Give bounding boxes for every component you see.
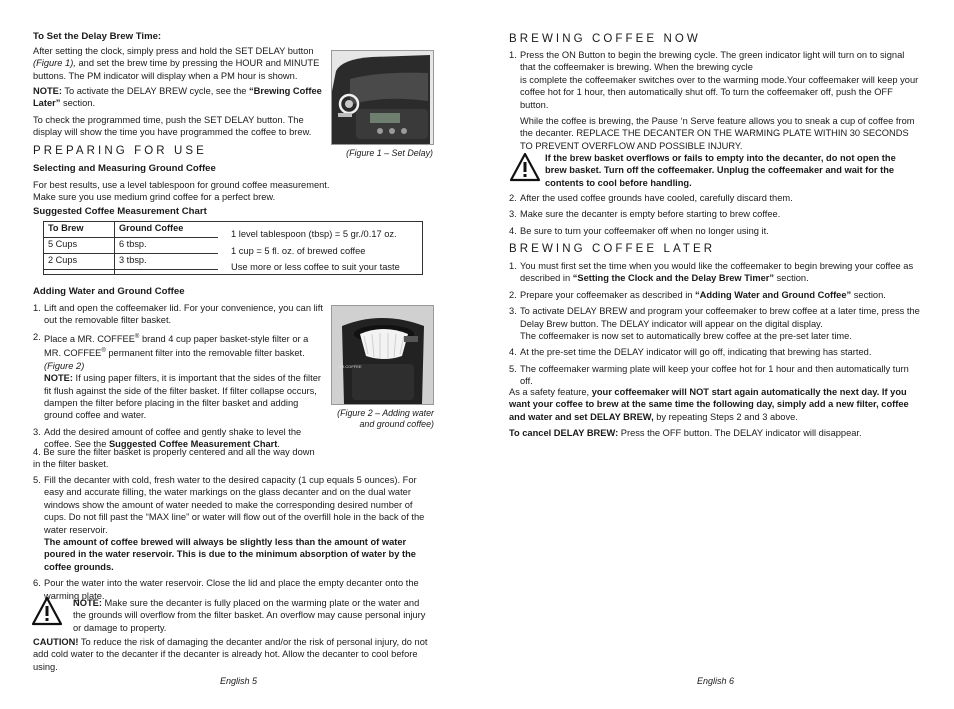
- adding-steps-lower: [33, 474, 428, 606]
- table-header-cell: To Brew: [44, 222, 115, 238]
- list-item: 4. At the pre-set time the DELAY indicator will go off, indicating that brewing has started.: [509, 347, 872, 358]
- brewing-now-steps: [509, 49, 921, 156]
- list-item: 4. Be sure to turn your coffeemaker off when no longer using it.: [509, 225, 769, 236]
- list-item: 5. The coffeemaker warming plate will keep your coffee hot for 1 hour and then automatically turn off.: [509, 363, 909, 387]
- warning-icon: [509, 152, 541, 182]
- delay-paragraph: After setting the clock, simply press and hold the SET DELAY button (Figure 1), and set the brew time by pressing the HOUR and MINUTE buttons. The PM indicator will display when a PM hour is shown.: [33, 46, 320, 81]
- chart-heading: Suggested Coffee Measurement Chart: [33, 206, 207, 217]
- delay-heading: To Set the Delay Brew Time:: [33, 31, 162, 42]
- chart-note: 1 level tablespoon (tbsp) = 5 gr./0.17 oz.: [231, 229, 397, 239]
- delay-note: NOTE: To activate the DELAY BREW cycle, see the “Brewing Coffee Later” section.: [33, 86, 322, 109]
- page-footer-left: English 5: [220, 676, 258, 686]
- list-item: 6. Pour the water into the water reservoir. Close the lid and place the empty decanter onto the warming plate.: [33, 578, 419, 601]
- figure-2-caption: (Figure 2 – Adding water and ground coffee): [337, 408, 434, 429]
- coffeemaker-filter-image: [332, 306, 433, 404]
- list-item: 3. To activate DELAY BREW and program your coffeemaker to brew coffee at a later time, press the Delay Brew button. The DELAY indicator will appear on the digital display. The coffeemaker is now set to automatically brew coffee at the pre-set later time.: [509, 306, 920, 342]
- table-cell: 2 Cups: [44, 254, 115, 270]
- page-footer-right: English 6: [697, 676, 735, 686]
- list-item: 3. Make sure the decanter is empty before starting to brew coffee.: [509, 209, 781, 220]
- list-item: 1. Press the ON Button to begin the brewing cycle. The green indicator light will turn on to signal that the coffeemaker is brewing. When the brewing cycle is complete the coffeemaker switches over to the warming mode.Your coffeemaker will keep your coffee hot for 1 hour, then automatically shut off. To turn the coffeemaker off, push the OFF button. While the coffee is brewing, the Pause ‘n Serve feature allows you to sneak a cup of coffee from the decanter. REPLACE THE DECANTER ON THE WARMING PLATE WITHIN 30 SECONDS TO PREVENT OVERFLOW AND POSSIBLE INJURY.: [509, 50, 919, 151]
- list-item: 3. Add the desired amount of coffee and gently shake to level the coffee. See the Suggested Coffee Measurement Chart.: [33, 426, 302, 450]
- measurement-table: [44, 222, 218, 275]
- adding-heading: Adding Water and Ground Coffee: [33, 286, 185, 297]
- cancel-paragraph: To cancel DELAY BREW: Press the OFF button. The DELAY indicator will disappear.: [509, 428, 862, 438]
- list-item: 5. Fill the decanter with cold, fresh water to the desired capacity (1 cup equals 5 ounces). For easy and accurate filling, the water markings on the glass decanter and on the dual water windows show the amount of water needed to make the corresponding desired number of cups. Do not fill past the “MAX line” or water will flow out of the overfill hole in the back of the water reservoir. The amount of coffee brewed will always be slightly less than the amount of water poured in the water reservoir. This is due to the minimum absorption of water by the coffee grounds.: [33, 475, 425, 572]
- table-header-row: [44, 222, 218, 238]
- coffeemaker-control-panel-image: [332, 51, 433, 144]
- list-item: 2. Prepare your coffeemaker as described in “Adding Water and Ground Coffee” section.: [509, 289, 886, 300]
- list-item: 1. Lift and open the coffeemaker lid. For your convenience, you can lift out the removable filter basket.: [33, 303, 323, 326]
- list-item: 2. Place a MR. COFFEE® brand 4 cup paper basket-style filter or a MR. COFFEE® permanent filter into the removable filter basket. (Figure 2) NOTE: If using paper filters, it is important that the sides of the filter fit flush against the side of the filter basket. If filter collapse occurs, dampen the filter before placing in the filter basket and adding ground coffee and water.: [33, 331, 321, 421]
- list-item: 2. After the used coffee grounds have cooled, carefully discard them.: [509, 193, 793, 203]
- brewing-later-steps: [509, 260, 921, 392]
- list-item: 1. You must first set the time when you would like the coffeemaker to begin brewing your coffee as described in “Setting the Clock and the Delay Brew Timer” section.: [509, 261, 914, 284]
- table-row: [44, 270, 218, 276]
- measurement-chart: [43, 221, 423, 275]
- table-cell: 3 tbsp.: [115, 254, 219, 270]
- table-row: [44, 238, 218, 254]
- adding-steps-upper: [33, 302, 325, 455]
- figure-1-caption: (Figure 1 – Set Delay): [346, 148, 433, 158]
- step-6-note: NOTE: Make sure the decanter is fully placed on the warming plate or the water and the grounds will overflow from the filter basket. An overflow may cause personal injury or damage to property.: [73, 598, 426, 633]
- chart-note: Use more or less coffee to suit your taste: [231, 262, 400, 272]
- warning-icon: [31, 596, 63, 626]
- figure-2-photo: [331, 305, 434, 405]
- brewing-later-heading: BREWING COFFEE LATER: [509, 243, 716, 255]
- brewing-now-steps-2: [509, 192, 921, 241]
- chart-note: 1 cup = 5 fl. oz. of brewed coffee: [231, 245, 366, 256]
- chart-notes: [231, 226, 400, 276]
- measuring-text: For best results, use a level tablespoon for ground coffee measurement. Make sure you use medium grind coffee for a perfect brew.: [33, 180, 330, 203]
- overflow-warning: If the brew basket overflows or fails to empty into the decanter, do not open the brew basket. Turn off the coffeemaker. Unplug the coffeemaker and wait for the contents to cool before handling.: [545, 153, 896, 188]
- brewing-now-heading: BREWING COFFEE NOW: [509, 33, 701, 45]
- step-4: 4. Be sure the filter basket is properly centered and all the way down in the filter basket.: [33, 447, 315, 470]
- caution-paragraph: CAUTION! To reduce the risk of damaging the decanter and/or the risk of personal injury, do not add cold water to the decanter if the decanter is already hot. Allow the decanter to cool before using.: [33, 637, 428, 672]
- measuring-heading: Selecting and Measuring Ground Coffee: [33, 163, 216, 174]
- check-paragraph: To check the programmed time, push the SET DELAY button. The display will show the time you have programmed the coffee to brew.: [33, 115, 312, 138]
- table-row: [44, 254, 218, 270]
- safety-paragraph: As a safety feature, your coffeemaker will NOT start again automatically the next day. If you want your coffee to brew at the same time the following day, simply add a new filter, coffee and water and set DELAY BREW, by repeating Steps 2 and 3 above.: [509, 387, 909, 422]
- brand-logo-text: MR.COFFEE: [338, 364, 362, 369]
- table-cell: 6 tbsp.: [115, 238, 219, 254]
- table-cell: 5 Cups: [44, 238, 115, 254]
- figure-1-photo: [331, 50, 434, 145]
- preparing-heading: PREPARING FOR USE: [33, 145, 207, 157]
- table-header-cell: Ground Coffee: [115, 222, 219, 238]
